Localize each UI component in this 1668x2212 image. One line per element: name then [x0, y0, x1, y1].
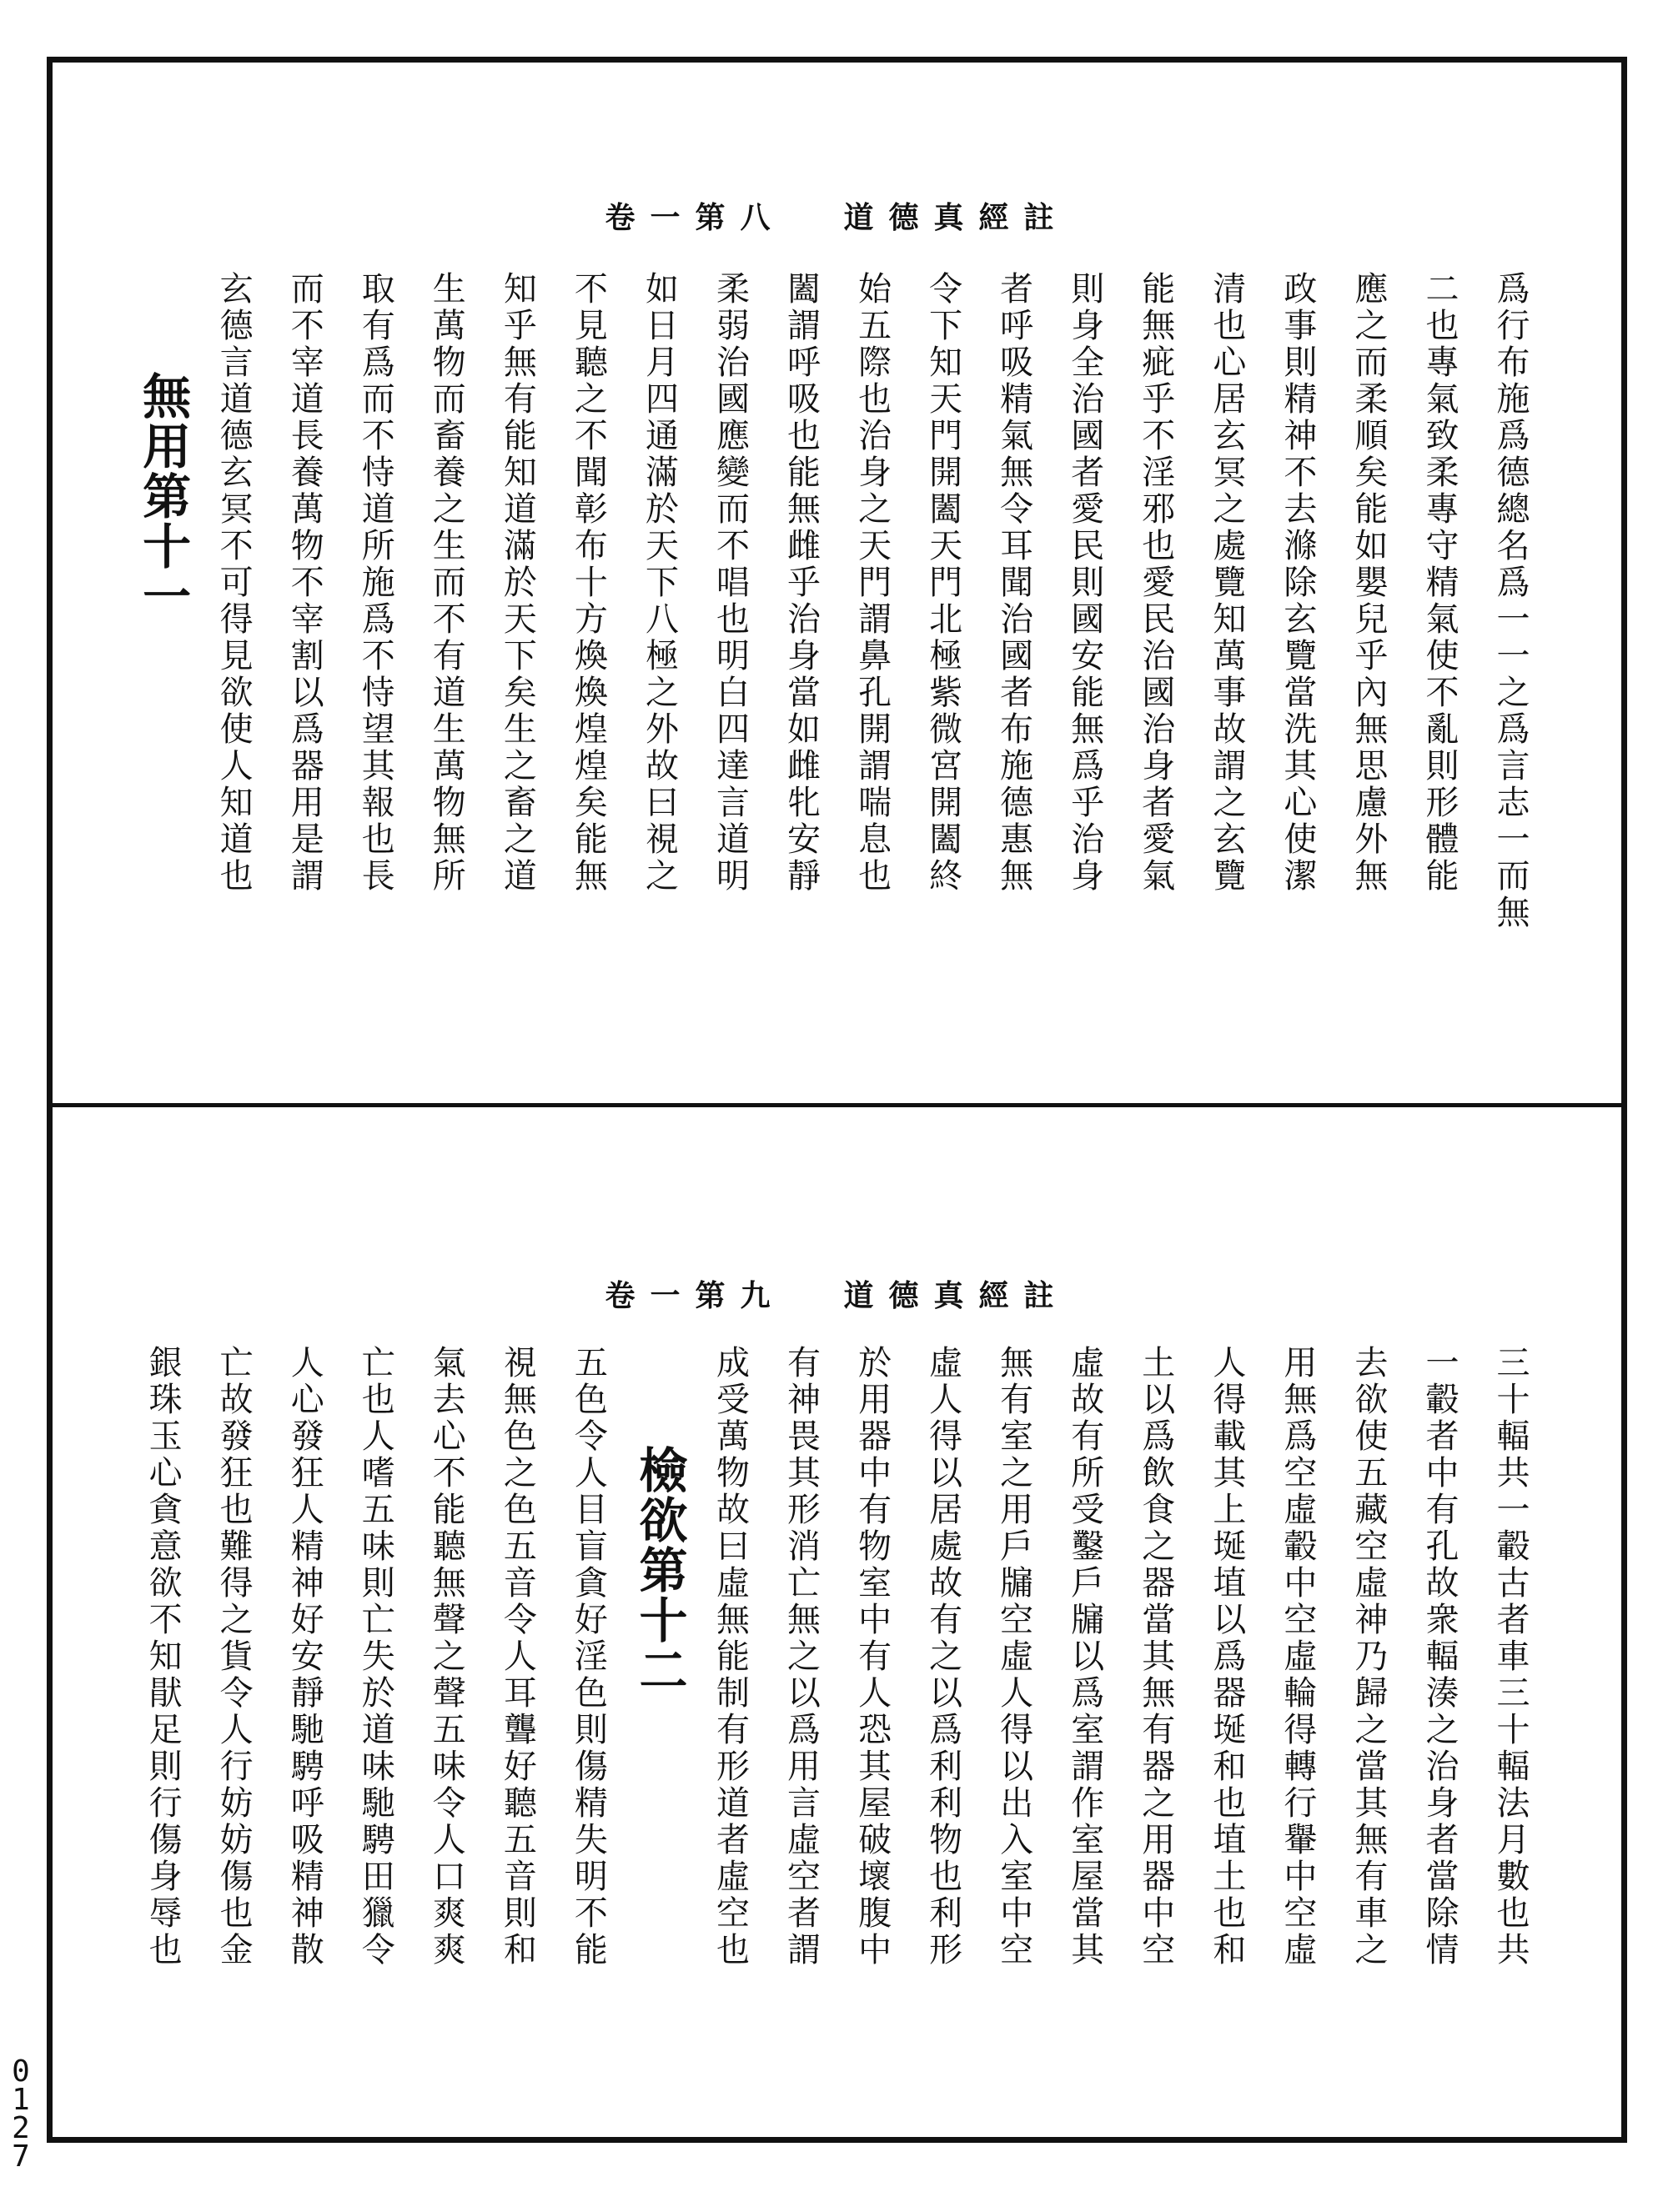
text-column: 無有室之用戶牖空虛人得以出入室中空 — [994, 1345, 1033, 1969]
text-column: 三十輻共一轂古者車三十輻法月數也共 — [1491, 1345, 1530, 1969]
text-column: 始五際也治身之天門謂鼻孔開謂喘息也 — [852, 271, 892, 895]
text-column: 二也專氣致柔專守精氣使不亂則形體能 — [1419, 271, 1459, 895]
text-column: 如日月四通滿於天下八極之外故曰視之 — [640, 271, 679, 895]
text-column: 虛故有所受鑿戶牖以爲室謂作室屋當其 — [1065, 1345, 1104, 1969]
chapter-title: 無用第十一 — [134, 371, 192, 621]
text-column: 五色令人目盲貪好淫色則傷精失明不能 — [569, 1345, 608, 1969]
text-column: 清也心居玄冥之處覽知萬事故謂之玄覽 — [1207, 271, 1246, 895]
text-column: 不見聽之不聞彰布十方煥煥煌煌矣能無 — [569, 271, 608, 895]
bottom-header-title: 道德真經註 — [843, 1278, 1069, 1313]
text-column: 亡故發狂也難得之貨令人行妨妨傷也金 — [214, 1345, 254, 1969]
text-column: 柔弱治國應變而不唱也明白四達言道明 — [711, 271, 750, 895]
text-column: 玄德言道德玄冥不可得見欲使人知道也 — [214, 271, 254, 895]
text-column: 闔謂呼吸也能無雌乎治身當如雌牝安靜 — [781, 271, 821, 895]
text-column: 一轂者中有孔故衆輻湊之治身者當除情 — [1419, 1345, 1459, 1969]
page-number-digit: 2 — [12, 2111, 30, 2145]
top-panel — [53, 63, 1621, 1103]
text-column: 知乎無有能知道滿於天下矣生之畜之道 — [498, 271, 537, 895]
page-number-digit: 7 — [12, 2139, 30, 2174]
bottom-text-columns — [128, 1345, 1546, 2112]
text-column: 取有爲而不恃道所施爲不恃望其報也長 — [356, 271, 395, 895]
page-number-digit: 1 — [12, 2083, 30, 2117]
text-column: 用無爲空虛轂中空虛輪得轉行轝中空虛 — [1278, 1345, 1317, 1969]
top-header-volume: 卷一第八 — [605, 200, 786, 235]
text-column: 土以爲飲食之器當其無有器之用器中空 — [1136, 1345, 1175, 1969]
text-column: 政事則精神不去滌除玄覽當洗其心使潔 — [1278, 271, 1317, 895]
top-text-columns — [128, 271, 1546, 1070]
bottom-panel — [53, 1107, 1621, 2137]
chapter-title: 檢欲第十二 — [631, 1445, 688, 1695]
top-header-title: 道德真經註 — [843, 200, 1069, 235]
text-column: 人心發狂人精神好安靜馳騁呼吸精神散 — [285, 1345, 324, 1969]
text-column: 則身全治國者愛民則國安能無爲乎治身 — [1065, 271, 1104, 895]
text-column: 生萬物而畜養之生而不有道生萬物無所 — [427, 271, 466, 895]
page-frame — [47, 57, 1627, 2143]
page-number-digit: 0 — [12, 2054, 30, 2089]
text-column: 而不宰道長養萬物不宰割以爲器用是謂 — [285, 271, 324, 895]
text-column: 氣去心不能聽無聲之聲五味令人口爽爽 — [427, 1345, 466, 1969]
page-number — [7, 2054, 35, 2174]
text-column: 虛人得以居處故有之以爲利利物也利形 — [923, 1345, 962, 1969]
text-column: 有神畏其形消亡無之以爲用言虛空者謂 — [781, 1345, 821, 1969]
text-column: 成受萬物故曰虛無能制有形道者虛空也 — [711, 1345, 750, 1969]
text-column: 能無疵乎不淫邪也愛民治國治身者愛氣 — [1136, 271, 1175, 895]
text-column: 視無色之色五音令人耳聾好聽五音則和 — [498, 1345, 537, 1969]
bottom-header — [53, 1272, 1621, 1315]
text-column: 人得載其上埏埴以爲器埏和也埴土也和 — [1207, 1345, 1246, 1969]
text-column: 者呼吸精氣無令耳聞治國者布施德惠無 — [994, 271, 1033, 895]
text-column: 銀珠玉心貪意欲不知猒足則行傷身辱也 — [143, 1345, 183, 1969]
bottom-header-volume: 卷一第九 — [605, 1278, 786, 1313]
text-column: 爲行布施爲德總名爲一一之爲言志一而無 — [1491, 271, 1530, 931]
text-column: 去欲使五藏空虛神乃歸之當其無有車之 — [1349, 1345, 1388, 1969]
top-header — [53, 194, 1621, 237]
text-column: 於用器中有物室中有人恐其屋破壞腹中 — [852, 1345, 892, 1969]
text-column: 應之而柔順矣能如嬰兒乎內無思慮外無 — [1349, 271, 1388, 895]
text-column: 亡也人嗜五味則亡失於道味馳騁田獵令 — [356, 1345, 395, 1969]
text-column: 令下知天門開闔天門北極紫微宮開闔終 — [923, 271, 962, 895]
